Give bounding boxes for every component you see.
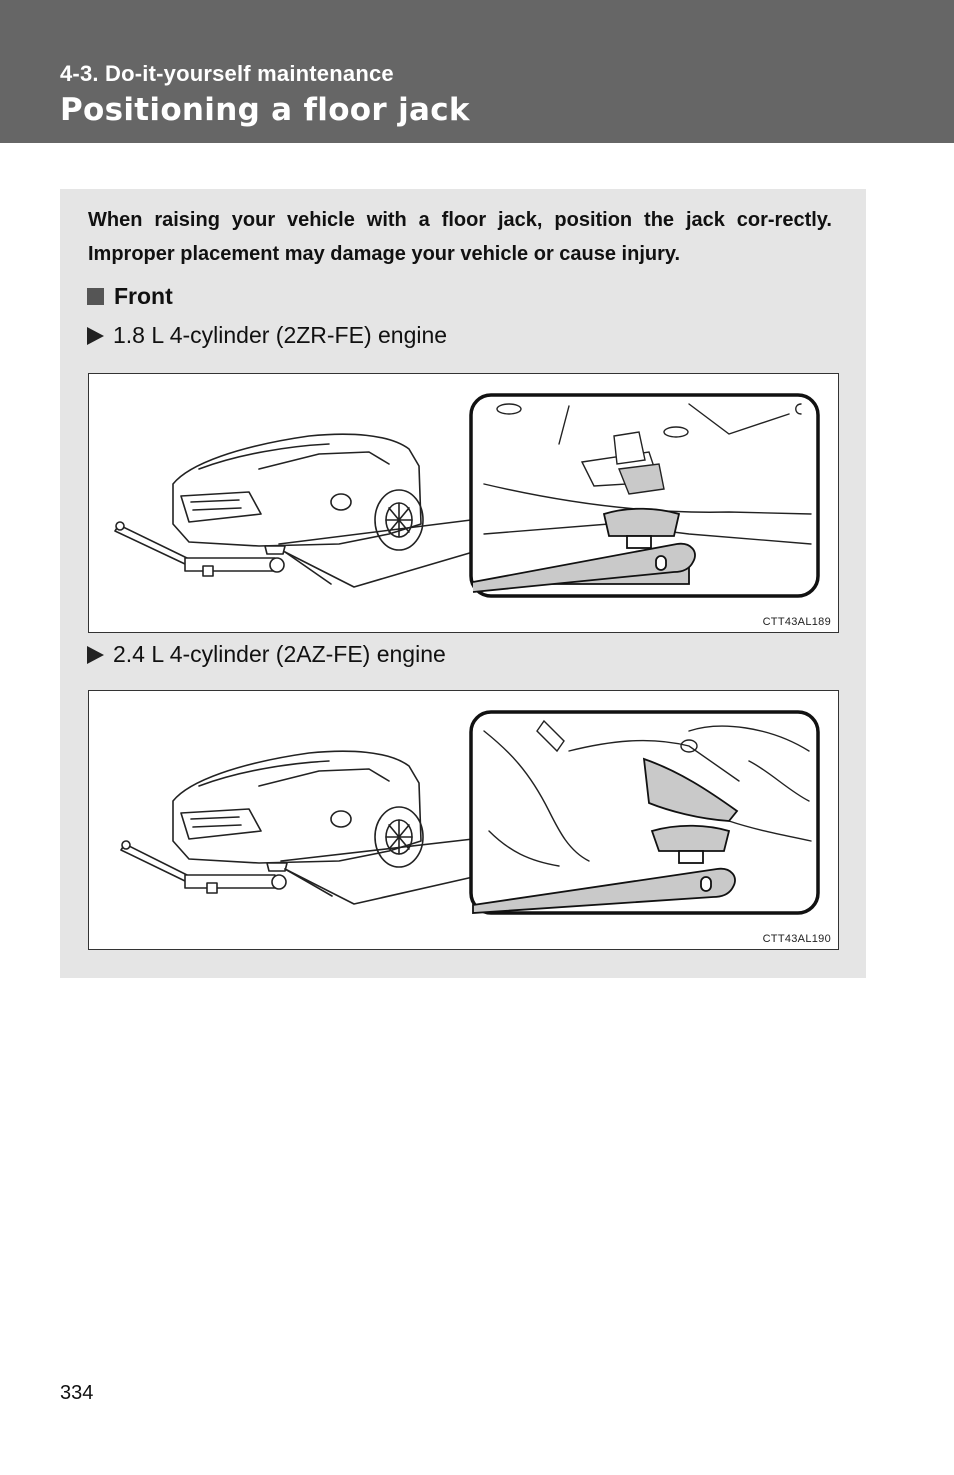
- figure-2-code: CTT43AL190: [762, 933, 831, 945]
- section-title: 4-3. Do-it-yourself maintenance: [60, 61, 394, 86]
- engine-label-1: [87, 322, 447, 349]
- front-heading: [87, 283, 173, 310]
- content-panel: [60, 189, 866, 978]
- intro-text: When raising your vehicle with a floor jack, position the jack cor-rectly. Improper placement may damage your vehicle or cause injury.: [88, 209, 832, 265]
- page-title: Positioning a floor jack: [60, 92, 470, 128]
- triangle-bullet-icon: [87, 327, 104, 345]
- front-heading-label: Front: [114, 283, 173, 309]
- figure-1-code: CTT43AL189: [762, 616, 831, 628]
- engine-label-2-text: 2.4 L 4-cylinder (2AZ-FE) engine: [113, 641, 446, 667]
- page-number: 334: [60, 1382, 94, 1404]
- square-bullet-icon: [87, 288, 104, 305]
- floor-jack-illustration-2: [89, 691, 838, 949]
- triangle-bullet-icon: [87, 646, 104, 664]
- engine-label-2: [87, 641, 446, 668]
- figure-2: [88, 690, 839, 950]
- page-header: [0, 0, 954, 143]
- figure-1: [88, 373, 839, 633]
- engine-label-1-text: 1.8 L 4-cylinder (2ZR-FE) engine: [113, 322, 448, 348]
- floor-jack-illustration-1: [89, 374, 838, 632]
